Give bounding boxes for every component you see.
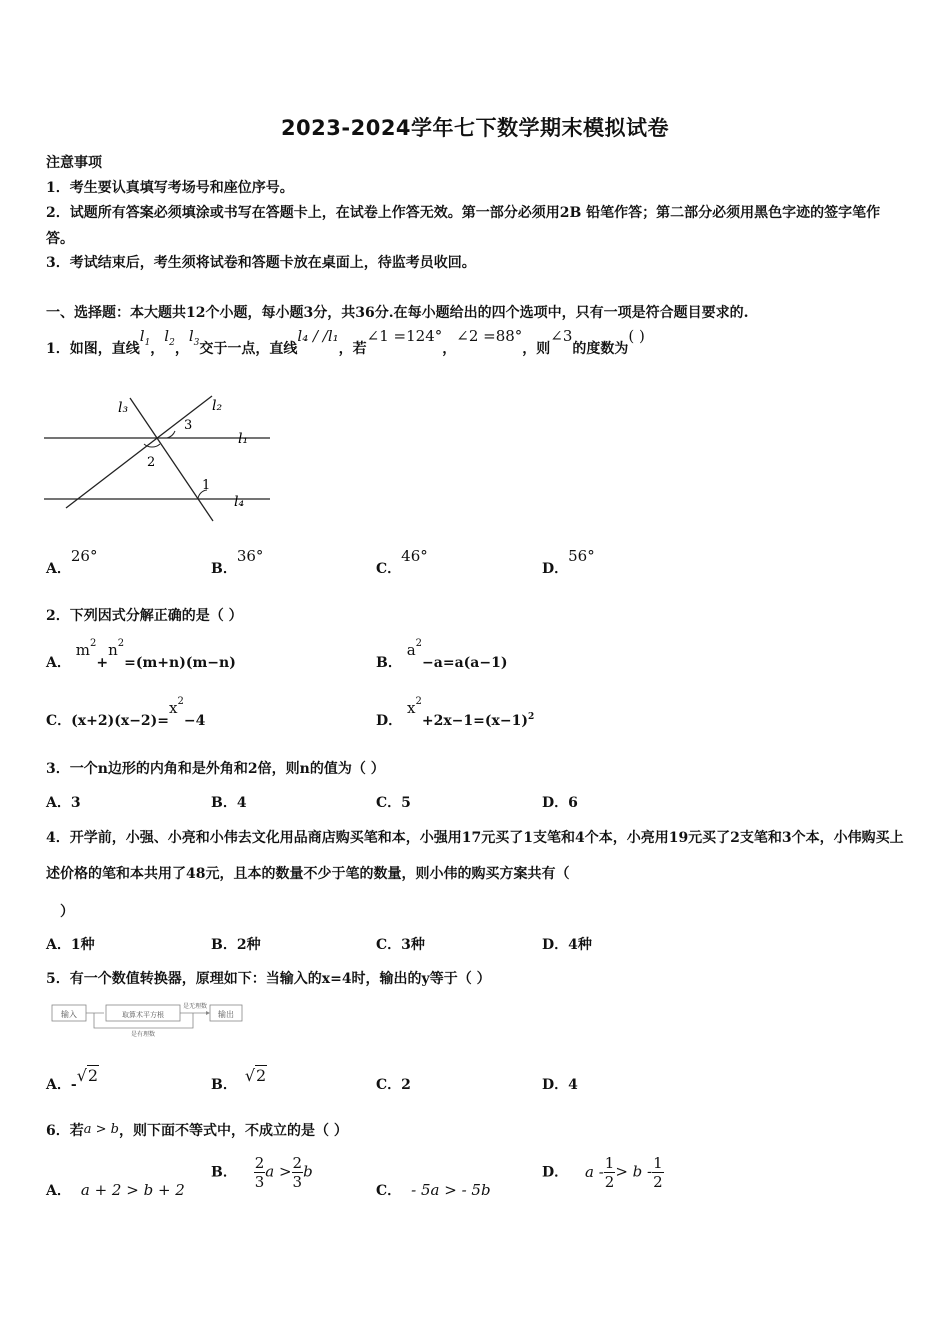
q4-option-d[interactable]: D．4种: [542, 937, 592, 953]
l2-symbol: $l_2$: [164, 327, 175, 348]
l1-symbol: $l_1$: [139, 327, 151, 348]
number-converter-flowchart: [48, 998, 248, 1042]
label-l4: l₄: [234, 494, 245, 510]
label-l3: l₃: [118, 400, 129, 416]
q6-option-b[interactable]: B． $\frac{2}{3}$ a > $\frac{2}{3}$ b: [211, 1154, 313, 1191]
question-6-stem: 6．若a > b，则下面不等式中，不成立的是（ ）: [46, 1122, 348, 1139]
q1-option-c[interactable]: C．46°: [376, 547, 428, 577]
angle-2-expr: ∠2 =88°: [456, 327, 523, 345]
angle-3-arc: [167, 431, 175, 438]
q5-option-d[interactable]: D．4: [542, 1077, 578, 1093]
q5-option-c[interactable]: C．2: [376, 1077, 411, 1093]
notice-heading: 注意事项: [46, 155, 102, 171]
label-l1: l₁: [238, 431, 249, 447]
q1-option-b[interactable]: B．36°: [211, 547, 264, 577]
page-title: 2023-2024学年七下数学期末模拟试卷: [280, 116, 670, 140]
question-5-stem: 5．有一个数值转换器，原理如下：当输入的x=4时，输出的y等于（ ）: [46, 971, 491, 987]
q4-option-c[interactable]: C．3种: [376, 937, 425, 953]
question-4-stem: 4．开学前，小强、小亮和小伟去文化用品商店购买笔和本，小强用17元买了1支笔和4个本，小亮用19元买了2支笔和3个本，小伟购买上述价格的笔和本共用了48元，且本的数量不少于笔的数量，则小伟的购买方案共有（: [46, 830, 904, 882]
q6-option-c[interactable]: C． - 5a > - 5b: [376, 1181, 491, 1199]
q4-option-a[interactable]: A．1种: [46, 937, 95, 953]
section-heading: 一、选择题：本大题共12个小题，每小题3分，共36分.在每小题给出的四个选项中，只有一项是符合题目要求的.: [46, 305, 749, 321]
q3-option-c[interactable]: C．5: [376, 795, 411, 811]
question-1-stem: 1．如图，直线$l_1$，$l_2$，$l_3$交于一点，直线l₄ / /l₁，若∠1 =124°，∠2 =88°，则∠3的度数为( ): [46, 327, 645, 357]
notice-item-3: 3．考试结束后，考生须将试卷和答题卡放在桌面上，待监考员收回。: [46, 255, 476, 271]
label-angle-1: 1: [202, 478, 211, 493]
q2-option-c[interactable]: C．$(x+2)(x-2)=x^2-4$: [46, 696, 206, 729]
q1-option-a[interactable]: A．26°: [46, 547, 98, 577]
q3-option-d[interactable]: D．6: [542, 795, 578, 811]
flow-no-label: 是有理数: [130, 1031, 156, 1038]
flow-input-label: 输入: [61, 1010, 77, 1019]
q3-option-a[interactable]: A．3: [46, 795, 81, 811]
condition-expr: a > b: [83, 1122, 119, 1137]
q2-option-b[interactable]: B． $a^2-a=a(a-1)$: [376, 638, 508, 671]
q1-option-d[interactable]: D．56°: [542, 547, 595, 577]
q5-option-a[interactable]: A．-√2: [46, 1066, 99, 1093]
line-l2: [66, 396, 212, 508]
parallel-lines-figure: [40, 388, 270, 528]
q3-option-b[interactable]: B．4: [211, 795, 247, 811]
q2-option-a[interactable]: A． $m^2+n^2=(m+n)(m-n)$: [46, 638, 236, 671]
parallel-expr: l₄ / /l₁: [297, 327, 339, 345]
notice-item-1: 1．考生要认真填写考场号和座位序号。: [46, 180, 294, 196]
label-l2: l₂: [212, 398, 223, 414]
angle-3-expr: ∠3: [550, 327, 573, 345]
q5-option-b[interactable]: B． √2: [211, 1066, 267, 1093]
q6-option-a[interactable]: A． a + 2 > b + 2: [46, 1181, 185, 1199]
label-angle-3: 3: [184, 418, 193, 433]
angle-1-expr: ∠1 =124°: [366, 327, 443, 345]
q4-option-b[interactable]: B．2种: [211, 937, 261, 953]
flow-yes-label: 是无理数: [183, 1003, 208, 1010]
label-angle-2: 2: [147, 455, 156, 470]
q2-option-d[interactable]: D． $x^2+2x-1=(x-1)^2$: [376, 696, 535, 729]
l3-symbol: $l_3$: [188, 327, 200, 348]
line-l3: [130, 398, 213, 521]
notice-item-2: 2．试题所有答案必须填涂或书写在答题卡上，在试卷上作答无效。第一部分必须用2B 铅笔作答；第二部分必须用黑色字迹的签字笔作答。: [46, 205, 881, 247]
question-2-stem: 2．下列因式分解正确的是（ ）: [46, 608, 243, 624]
question-3-stem: 3．一个n边形的内角和是外角和2倍，则n的值为（ ）: [46, 761, 385, 777]
flow-output-label: 输出: [218, 1010, 234, 1019]
q6-option-d[interactable]: D． a - $\frac{1}{2}$ > b - $\frac{1}{2}$: [542, 1154, 663, 1191]
flow-process-label: 取算术平方根: [122, 1011, 164, 1019]
question-4-close: ）: [60, 904, 74, 920]
